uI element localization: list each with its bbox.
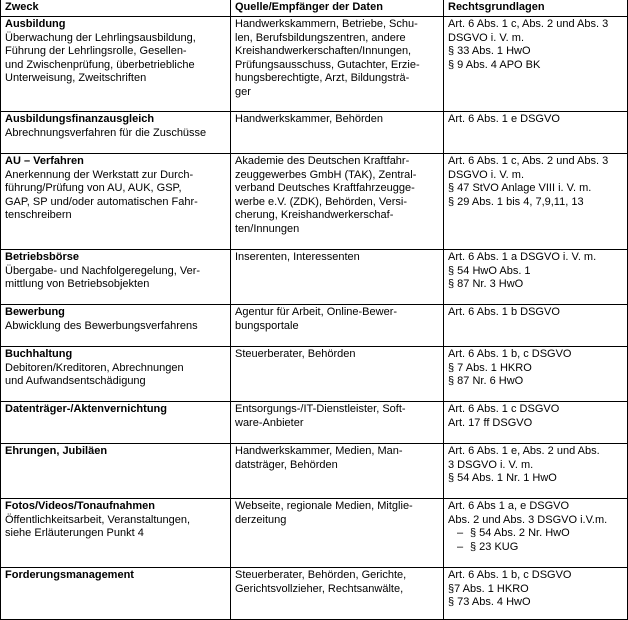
cell-quelle (231, 499, 444, 568)
cell-zweck (1, 499, 231, 568)
source-recipient-line: cherung, Kreishandwerkerschaf- (235, 209, 394, 221)
legal-basis-dash-item: – § 54 Abs. 2 Nr. HwO (448, 527, 623, 541)
legal-basis-line: Art. 6 Abs. 1 e, Abs. 2 und Abs. (448, 445, 600, 457)
header-rechtsgrundlagen: Rechtsgrundlagen (444, 0, 628, 17)
cell-zweck (1, 305, 231, 347)
source-recipient-line: ger (235, 85, 251, 98)
table-row (1, 402, 628, 444)
table-row (1, 444, 628, 499)
purpose-title: Bewerbung (5, 306, 65, 318)
legal-basis-line: Art. 17 ff DSGVO (448, 416, 533, 429)
purpose-description-line: tenschreibern (5, 209, 72, 221)
cell-quelle (231, 347, 444, 402)
legal-basis-line: Art. 6 Abs. 1 c, Abs. 2 und Abs. 3 (448, 155, 609, 167)
purpose-description-line: siehe Erläuterungen Punkt 4 (5, 527, 144, 539)
table-row (1, 250, 628, 305)
header-row (1, 0, 628, 17)
cell-zweck (1, 402, 231, 444)
cell-quelle (231, 250, 444, 305)
legal-basis-line: DSGVO i. V. m. (448, 31, 525, 44)
purpose-title: Ausbildungsfinanzausgleich (5, 113, 155, 125)
source-recipient-line: werbe e.V. (ZDK), Behörden, Versi- (235, 195, 408, 208)
legal-basis-line: Art. 6 Abs. 1 c DSGVO (448, 403, 560, 415)
source-recipient-line: ware-Anbieter (235, 416, 304, 429)
purpose-title: Fotos/Videos/Tonaufnahmen (5, 500, 155, 512)
cell-zweck (1, 347, 231, 402)
legal-basis-line: § 9 Abs. 4 APO BK (448, 58, 541, 71)
source-recipient-line: derzeitung (235, 513, 287, 526)
legal-basis-line: 3 DSGVO i. V. m. (448, 458, 534, 471)
legal-basis-line: § 29 Abs. 1 bis 4, 7,9,11, 13 (448, 195, 584, 208)
source-recipient-line: hungsberechtigte, Arzt, Bildungsträ- (235, 72, 410, 84)
cell-zweck (1, 17, 231, 112)
purpose-description-line: Anerkennung der Werkstatt zur Durch- (5, 168, 194, 181)
purpose-description-line: führung/Prüfung von AU, AUK, GSP, (5, 182, 182, 194)
table-row (1, 568, 628, 620)
source-recipient-line: Agentur für Arbeit, Online-Bewer- (235, 306, 398, 318)
legal-basis-line: Art. 6 Abs. 1 b, c DSGVO (448, 348, 572, 360)
cell-quelle (231, 305, 444, 347)
legal-basis-line: Art. 6 Abs. 1 b DSGVO (448, 306, 560, 318)
cell-zweck (1, 112, 231, 154)
purpose-description-line: Führung der Lehrlingsrolle, Gesellen- (5, 45, 187, 57)
purpose-title: Betriebsbörse (5, 251, 79, 263)
source-recipient-line: Handwerkskammer, Medien, Man- (235, 445, 403, 457)
table-row (1, 154, 628, 250)
cell-rechtsgrundlagen (444, 250, 628, 305)
legal-basis-line: Art. 6 Abs 1 a, e DSGVO (448, 500, 570, 512)
legal-basis-line: § 87 Nr. 6 HwO (448, 375, 524, 387)
cell-rechtsgrundlagen (444, 112, 628, 154)
source-recipient-line: Steuerberater, Behörden (235, 348, 356, 360)
source-recipient-line: Inserenten, Interessenten (235, 251, 360, 263)
cell-rechtsgrundlagen (444, 499, 628, 568)
source-recipient-line: Prüfungsausschuss, Gutachter, Erzie- (235, 58, 420, 71)
legal-basis-line: § 47 StVO Anlage VIII i. V. m. (448, 182, 592, 194)
cell-quelle (231, 17, 444, 112)
purpose-title: AU – Verfahren (5, 155, 84, 167)
cell-rechtsgrundlagen (444, 347, 628, 402)
cell-zweck (1, 444, 231, 499)
purpose-description-line: Unterweisung, Zweitschriften (5, 72, 147, 84)
purpose-description-line: Überwachung der Lehrlingsausbildung, (5, 31, 196, 44)
source-recipient-line: Gerichtsvollzieher, Rechtsanwälte, (235, 582, 404, 595)
legal-basis-line: Art. 6 Abs. 1 e DSGVO (448, 113, 560, 125)
purpose-title: Buchhaltung (5, 348, 73, 360)
purpose-description-line: Debitoren/Kreditoren, Abrechnungen (5, 361, 184, 374)
source-recipient-line: Kreishandwerkerschaften/Innungen, (235, 45, 412, 57)
cell-rechtsgrundlagen (444, 17, 628, 112)
legal-basis-line: Abs. 2 und Abs. 3 DSGVO i.V.m. (448, 513, 608, 526)
cell-zweck (1, 154, 231, 250)
source-recipient-line: Akademie des Deutschen Kraftfahr- (235, 155, 410, 167)
source-recipient-line: bungsportale (235, 319, 299, 332)
source-recipient-line: len, Berufsbildungszentren, andere (235, 31, 406, 44)
legal-basis-line: § 7 Abs. 1 HKRO (448, 361, 532, 374)
legal-basis-dash-item: – § 23 KUG (448, 541, 623, 555)
table-row (1, 17, 628, 112)
legal-basis-line: § 87 Nr. 3 HwO (448, 278, 524, 290)
legal-basis-line: Art. 6 Abs. 1 b, c DSGVO (448, 569, 572, 581)
source-recipient-line: Handwerkskammer, Behörden (235, 113, 383, 125)
source-recipient-line: zeuggewerbes GmbH (TAK), Zentral- (235, 168, 417, 181)
purpose-title: Ausbildung (5, 18, 66, 30)
cell-quelle (231, 402, 444, 444)
cell-rechtsgrundlagen (444, 402, 628, 444)
legal-basis-line: DSGVO i. V. m. (448, 168, 525, 181)
purpose-description-line: und Zwischenprüfung, überbetriebliche (5, 58, 195, 71)
source-recipient-line: Entsorgungs-/IT-Dienstleister, Soft- (235, 403, 406, 415)
legal-basis-line: Art. 6 Abs. 1 c, Abs. 2 und Abs. 3 (448, 18, 609, 30)
legal-basis-line: § 54 HwO Abs. 1 (448, 264, 531, 277)
source-recipient-line: Steuerberater, Behörden, Gerichte, (235, 569, 407, 581)
source-recipient-line: Handwerkskammern, Betriebe, Schu- (235, 18, 418, 30)
table-row (1, 305, 628, 347)
header-quelle: Quelle/Empfänger der Daten (231, 0, 444, 17)
purpose-title: Ehrungen, Jubiläen (5, 445, 108, 457)
purpose-description-line: und Aufwandsentschädigung (5, 375, 146, 387)
cell-rechtsgrundlagen (444, 444, 628, 499)
purpose-description-line: Öffentlichkeitsarbeit, Veranstaltungen, (5, 513, 191, 526)
legal-basis-line: Art. 6 Abs. 1 a DSGVO i. V. m. (448, 251, 597, 263)
cell-rechtsgrundlagen (444, 568, 628, 620)
cell-rechtsgrundlagen (444, 305, 628, 347)
purpose-description-line: mittlung von Betriebsobjekten (5, 278, 150, 290)
cell-zweck (1, 568, 231, 620)
table-row (1, 112, 628, 154)
source-recipient-line: datsträger, Behörden (235, 458, 338, 471)
legal-basis-line: § 54 Abs. 1 Nr. 1 HwO (448, 472, 557, 484)
source-recipient-line: ten/Innungen (235, 222, 300, 235)
header-zweck: Zweck (1, 0, 231, 17)
table-row (1, 499, 628, 568)
source-recipient-line: verband Deutsches Kraftfahrzeugge- (235, 182, 415, 194)
cell-zweck (1, 250, 231, 305)
legal-basis-line: § 33 Abs. 1 HwO (448, 45, 531, 57)
purpose-description-line: Übergabe- und Nachfolgeregelung, Ver- (5, 264, 201, 277)
legal-basis-line: § 73 Abs. 4 HwO (448, 596, 531, 608)
cell-quelle (231, 568, 444, 620)
purpose-description-line: Abwicklung des Bewerbungsverfahrens (5, 319, 198, 332)
cell-rechtsgrundlagen (444, 154, 628, 250)
cell-quelle (231, 444, 444, 499)
cell-quelle (231, 112, 444, 154)
table-row (1, 347, 628, 402)
purpose-description-line: GAP, SP und/oder automatischen Fahr- (5, 195, 198, 208)
purpose-title: Datenträger-/Aktenvernichtung (5, 403, 167, 415)
source-recipient-line: Webseite, regionale Medien, Mitglie- (235, 500, 413, 512)
purpose-description-line: Abrechnungsverfahren für die Zuschüsse (5, 126, 207, 139)
legal-basis-line: §7 Abs. 1 HKRO (448, 582, 529, 595)
purpose-title: Forderungsmanagement (5, 569, 134, 581)
cell-quelle (231, 154, 444, 250)
